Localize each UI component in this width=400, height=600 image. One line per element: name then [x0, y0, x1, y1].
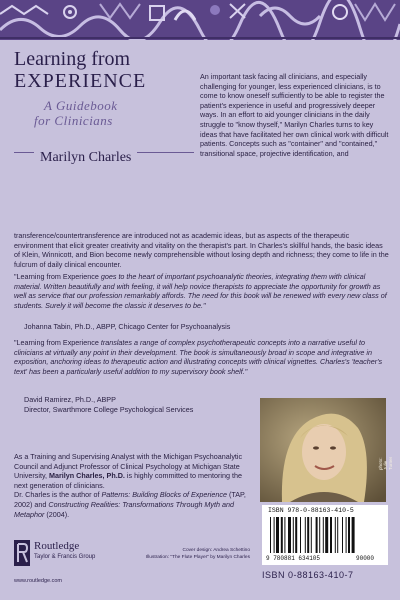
publisher-url: www.routledge.com	[14, 578, 62, 584]
author-bio	[14, 452, 254, 519]
illustration-credit: Illustration: "The Flute Player" by Marilyn Charles	[145, 554, 250, 560]
publisher-group: Taylor & Francis Group	[34, 554, 96, 560]
endorsement-quote-1	[14, 272, 390, 310]
author-photo	[260, 398, 386, 502]
barcode-bar	[316, 517, 318, 553]
publisher-logo	[14, 538, 124, 578]
barcode	[262, 505, 388, 565]
title-block	[14, 48, 194, 128]
portrait-icon	[260, 398, 386, 502]
bio-part-2: is highly committed to mentoring the next generation of clinicians.	[14, 471, 242, 490]
routledge-logo-icon	[14, 540, 30, 566]
barcode-bar	[284, 517, 285, 553]
cover-design-credit: Cover design: Andrea Schettino	[182, 548, 250, 553]
barcode-bar	[293, 517, 294, 553]
bio-part-5: (2004).	[44, 509, 70, 519]
quote-1-lead: "Learning from Experience	[14, 272, 99, 281]
isbn-13: ISBN 978-0-88163-410-5	[268, 507, 354, 514]
barcode-bar	[330, 517, 332, 553]
barcode-bar	[325, 517, 328, 553]
barcode-bar	[288, 517, 291, 553]
bio-book-1: Patterns: Building Blocks of Experience	[101, 490, 227, 500]
subtitle-line-2: for Clinicians	[34, 113, 113, 128]
subtitle	[34, 98, 194, 128]
blurb-paragraph-continued: transference/countertransference are introduced not as academic ideas, but as aspects of the therapeutic environment that elicit greater creativity and vitality on the therapist's part. In Charles's skillful hands, the basic ideas of Klein, Winnicott, and Bion become newly comprehensible without losing depth and richness; they come to life in the fulcrum of daily clinical encounter.	[14, 231, 389, 269]
quote-2-attribution-name: David Ramirez, Ph.D., ABPP	[24, 395, 116, 404]
bio-part-4: (TAP, 2002) and	[14, 490, 246, 509]
barcode-bar	[319, 517, 320, 553]
barcode-bar	[352, 517, 355, 553]
bio-part-3: Dr. Charles is the author of	[14, 490, 102, 500]
barcode-bar	[342, 517, 343, 553]
barcode-bar	[274, 517, 275, 553]
decorative-banner	[0, 0, 400, 40]
barcode-bars-icon	[270, 517, 380, 555]
title-line-2: EXPERIENCE	[14, 70, 147, 92]
barcode-bar	[311, 517, 312, 553]
barcode-bar	[295, 517, 297, 553]
quote-1-attribution: Johanna Tabin, Ph.D., ABPP, Chicago Center for Psychoanalysis	[24, 322, 231, 331]
barcode-digits: 9 780881 634105	[266, 555, 321, 562]
barcode-bar	[348, 517, 350, 553]
isbn-10: ISBN 0-88163-410-7	[262, 570, 354, 580]
barcode-bar	[323, 517, 324, 553]
author-name: Marilyn Charles	[34, 150, 137, 166]
barcode-bar	[276, 517, 279, 553]
bio-part-1: As a Training and Supervising Analyst with the Michigan Psychoanalytic Council and Adjunct Professor of Clinical Psychology at Michigan State University,	[14, 452, 243, 481]
quote-2-lead: "Learning from Experience	[14, 338, 99, 347]
barcode-bar	[307, 517, 309, 553]
bio-book-2: Constructing Realities: Transformations Through Myth and Metaphor	[14, 499, 234, 519]
barcode-bar	[270, 517, 271, 553]
photo-credit: photo: Julie Turner	[378, 456, 393, 470]
barcode-bar	[300, 517, 301, 553]
endorsement-quote-2	[14, 338, 386, 376]
title-line-1: Learning from	[14, 48, 131, 70]
banner-pattern-icon	[0, 0, 400, 40]
quote-2-attribution-role: Director, Swarthmore College Psychological Services	[24, 405, 194, 414]
barcode-bar	[335, 517, 336, 553]
quote-1-body: goes to the heart of important psychoanalytic theories, integrating them with clinical material. Written beautifully and with feeling, it will help novice therapists to appreciate the opportunity for growth as well as service that our profession remarkably affords. The need for this book will be renewed with every new class of students. Surely it will become the classic it deserves to be."	[14, 272, 387, 310]
barcode-bar	[281, 517, 283, 553]
bio-author-name: Marilyn Charles, Ph.D.	[49, 471, 125, 481]
publisher-name: Routledge	[34, 540, 80, 552]
barcode-price-code: 90000	[356, 555, 375, 562]
barcode-bar	[305, 517, 306, 553]
quote-2-body: translates a range of complex psychotherapeutic concepts into a narrative useful to clinicians at virtually any point in their development. The book is simultaneously broad in scope and integrative in exposition, anchoring ideas to therapeutic action and illustrating concepts with clinical vignettes. Charles's 'teacher's text' has been a particularly useful addition to my supervisory book shelf."	[14, 338, 383, 376]
blurb-paragraph: An important task facing all clinicians, and especially challenging for younger, less experienced clinicians, is to come to know oneself sufficiently to be able to register the patient's experience in useful and progressively deeper ways. In an effort to aid younger clinicians in the daily struggle to "know thyself," Marilyn Charles turns to key ideas that have facilitated her own clinical work with difficult patients. Concepts such as "container" and "contained," transitional space, projective identification, and	[200, 72, 389, 158]
barcode-bar	[337, 517, 338, 553]
subtitle-line-1: A Guidebook	[44, 98, 118, 113]
cover-credits	[130, 548, 250, 561]
barcode-bar	[346, 517, 347, 553]
